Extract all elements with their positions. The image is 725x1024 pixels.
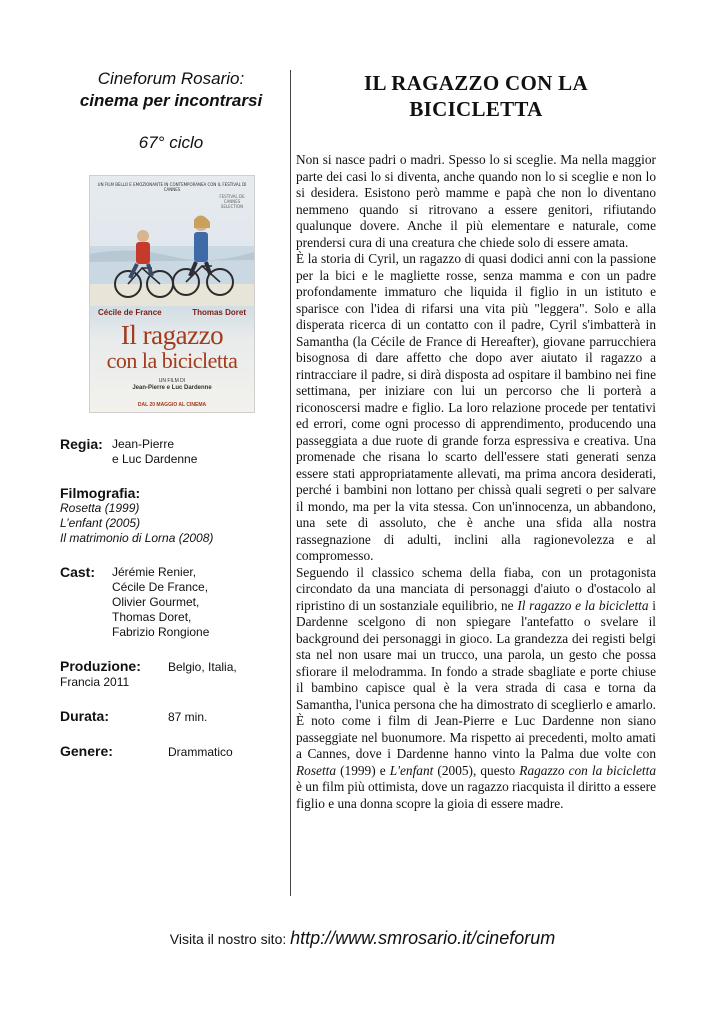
produzione-block (60, 658, 282, 690)
produzione-label: Produzione: (60, 658, 141, 674)
regia-label: Regia: (60, 436, 103, 452)
produzione-value-2: Francia 2011 (60, 675, 130, 689)
article-title (296, 70, 656, 122)
cast-member: Jérémie Renier, (112, 565, 197, 579)
poster-title (90, 322, 254, 374)
filmografia-item: L’enfant (2005) (60, 516, 141, 530)
cast-list (112, 564, 209, 640)
poster-illustration (90, 176, 254, 412)
poster-tagline: UN FILM BELLO E EMOZIONANTE IN CONTEMPORANEA CON IL FESTIVAL DI CANNES (97, 182, 247, 192)
cast-member: Cécile De France, (112, 580, 209, 594)
cast-block (60, 564, 282, 640)
article-film-title: Il ragazzo e la bicicletta (517, 597, 649, 613)
durata-value: 87 min. (168, 710, 208, 724)
filmografia-block (60, 485, 282, 546)
article-title-line1: IL RAGAZZO CON LA (364, 71, 588, 95)
regia-line: e Luc Dardenne (112, 452, 198, 466)
cycle-number: 67° ciclo (138, 133, 204, 152)
article (296, 70, 656, 812)
article-paragraph (296, 565, 656, 813)
poster-credit-line1: UN FILM DI (158, 378, 186, 384)
forum-name: Cineforum Rosario: (97, 69, 245, 88)
article-text: (2005), questo (433, 762, 520, 778)
website-link[interactable]: http://www.smrosario.it/cineforum (290, 928, 556, 948)
filmografia-item: Il matrimonio di Lorna (2008) (60, 531, 214, 545)
article-film-title: L'enfant (389, 762, 434, 778)
article-film-title: Ragazzo con la bicicletta (519, 762, 656, 778)
durata-block (60, 708, 282, 725)
filmografia-label: Filmografia: (60, 485, 141, 501)
article-text: Seguendo il classico schema della fiaba, con un protagonista circondato da una manciata di personaggi d'aiuto o d'ostacolo al ripristino di un sostanziale equilibrio, ne (296, 564, 656, 613)
article-text: è un film più ottimista, dove un ragazzo riacquista il diritto a essere figlio e una donna scopre la gioia di essere madre. (296, 779, 656, 811)
poster-festival-badge: FESTIVAL DE CANNES SELECTION (219, 194, 245, 209)
article-title-line2: BICICLETTA (409, 97, 543, 121)
cast-member: Olivier Gourmet, (112, 595, 200, 609)
poster-actor-left: Cécile de France (98, 308, 162, 317)
column-divider (290, 70, 291, 896)
produzione-value: Belgio, Italia, (168, 660, 237, 674)
poster-credit (90, 378, 254, 392)
footer-label: Visita il nostro sito: (169, 931, 291, 947)
article-body (296, 152, 656, 812)
poster-title-line1: Il ragazzo (120, 320, 224, 350)
article-film-title: Rosetta (296, 762, 337, 778)
cast-member: Thomas Doret, (112, 610, 192, 624)
filmografia-item: Rosetta (1999) (60, 501, 140, 515)
forum-tagline: cinema per incontrarsi (79, 91, 263, 110)
regia-line: Jean-Pierre (112, 437, 175, 451)
poster-actors (98, 308, 246, 317)
sidebar (60, 68, 282, 778)
article-text: (1999) e (336, 762, 390, 778)
poster-release-date: DAL 20 MAGGIO AL CINEMA (137, 402, 207, 408)
durata-label: Durata: (60, 708, 110, 724)
movie-poster (89, 175, 255, 413)
article-text: i Dardenne scelgono di non spiegare l'antefatto o svelare il background dei personaggi in gioco. La grandezza dei registi belgi sta nel non usare mai un trucco, una parola, un gesto che possa sfiorare il melodramma. In fondo a strade sbagliate e porte chiuse il bambino capisce qual è la vera strada di casa e torna da Samantha, l'unica persona che ha dimostrato di sceglierlo e amarlo. È noto come i film di Jean-Pierre e Luc Dardenne non siano passeggiate nel buonumore. Ma rispetto ai precedenti, molto amati a Cannes, dove i Dardenne hanno vinto la Palma due volte con (296, 597, 656, 761)
poster-credit-line2: Jean-Pierre e Luc Dardenne (132, 385, 212, 391)
regia-value (112, 436, 197, 467)
film-details (60, 436, 282, 760)
cast-label: Cast: (60, 564, 96, 580)
cast-member: Fabrizio Rongione (112, 625, 210, 639)
genere-block (60, 743, 282, 760)
footer (0, 928, 725, 949)
genere-value: Drammatico (168, 745, 233, 759)
poster-title-line2: con la bicicletta (106, 348, 238, 373)
regia-block (60, 436, 282, 467)
article-paragraph: È la storia di Cyril, un ragazzo di quasi dodici anni con la passione per la bici e le magliette rosse, senza mamma e con un padre profondamente immaturo che liquida il figlio in un istituto e sparisce con l'idea di rifarsi una vita più "leggera". Solo e alla disperata ricerca di un contatto con il padre, Cyril s'imbatterà in Samantha (la Cécile de France di Hereafter), giovane parrucchiera bisognosa di dare affetto che dopo aver aiutato il ragazzo a rintracciare il padre, si dirà disposta ad ospitare il bambino nei fine settimana, per iniziare con lui un percorso che li porterà a riconoscersi madre e figlio. La loro relazione procede per tentativi ed errori, come ogni processo di apprendimento, producendo una passeggiata a due ruote di grande forza espressiva e creativa. Una promenade che risana lo scarto dell'essere stati generati senza essere stati appropriatamente allevati, ma prima ancora desiderati, perché i bambini non lottano per chissà quali segreti o per salvare il mondo, ma per la vita stessa. Con un'innocenza, un abbandono, una sete di assoluto, che è anche una sfida alla nostra rassegnazione di adulti, inclini alla ragionevolezza e al compromesso. (296, 251, 656, 563)
article-paragraph: Non si nasce padri o madri. Spesso lo si sceglie. Ma nella maggior parte dei casi lo si diventa, anche quando non lo si sceglie e non lo si desidera. Esistono però mamme e papà che non lo diventano nemmeno quando si ritrovano a essere genitori, rifiutando qualunque dovere. Anche il più elementare e naturale, come prendersi cura di una creatura che chiede solo di essere amata. (296, 152, 656, 250)
genere-label: Genere: (60, 743, 113, 759)
poster-actor-right: Thomas Doret (192, 308, 246, 317)
